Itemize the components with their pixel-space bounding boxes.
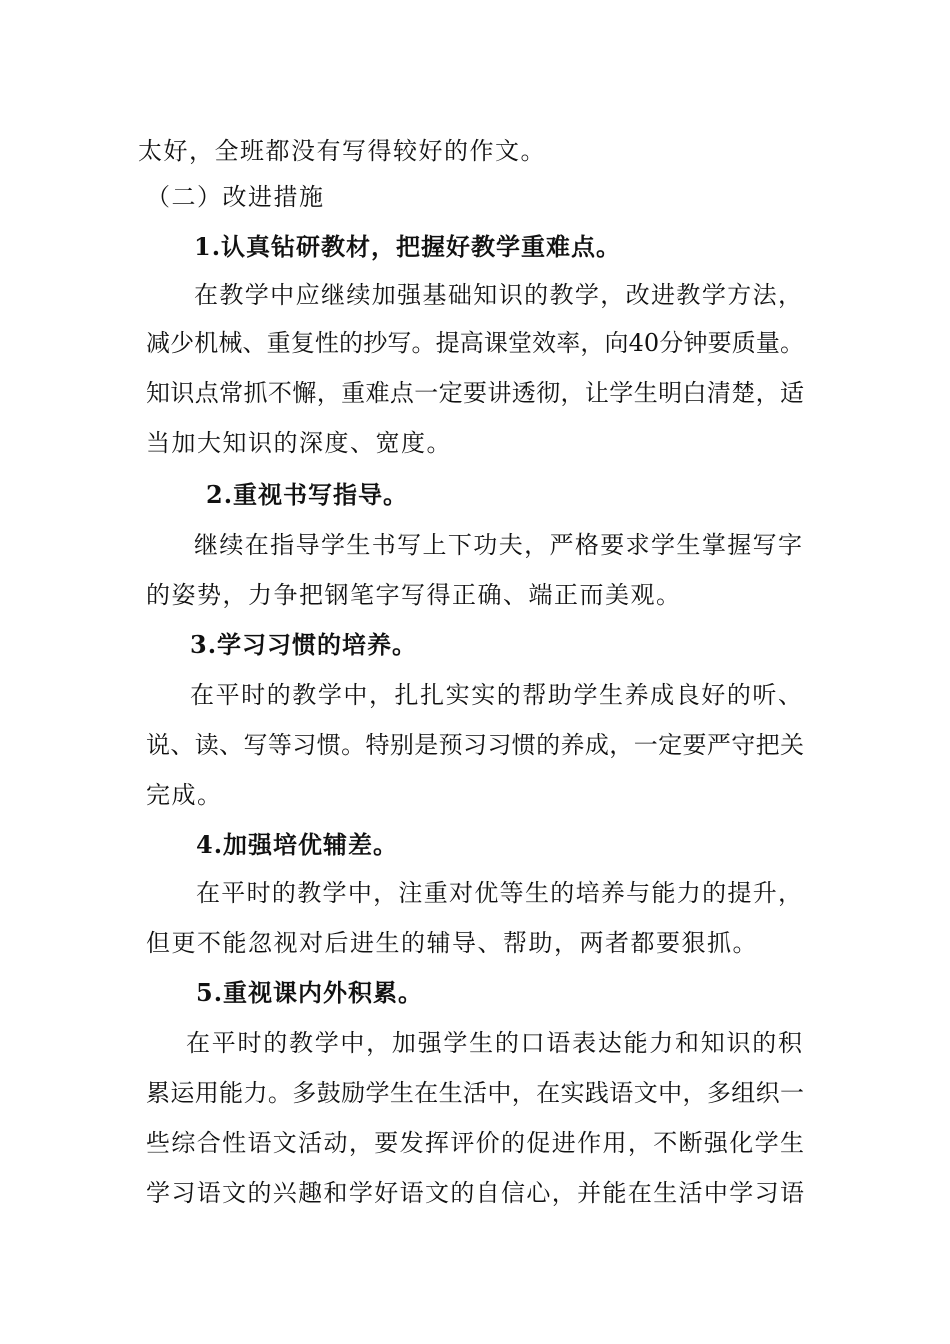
paragraph-line: 知识点常抓不懈，重难点一定要讲透彻，让学生明白清楚，适 — [146, 379, 804, 407]
section-heading: （二）改进措施 — [146, 183, 325, 211]
paragraph-line: 学习语文的兴趣和学好语文的自信心，并能在生活中学习语 — [146, 1179, 804, 1207]
paragraph-line: 说、读、写等习惯。特别是预习习惯的养成，一定要严守把关 — [146, 731, 804, 759]
paragraph-line: 的姿势，力争把钢笔字写得正确、端正而美观。 — [146, 581, 682, 609]
paragraph-line: 在教学中应继续加强基础知识的教学，改进教学方法， — [194, 281, 802, 309]
paragraph-line: 完成。 — [146, 781, 223, 809]
subheading-4: 4.加强培优辅差。 — [196, 830, 399, 859]
paragraph-line: 些综合性语文活动，要发挥评价的促进作用，不断强化学生 — [146, 1129, 804, 1157]
paragraph-line: 累运用能力。多鼓励学生在生活中，在实践语文中，多组织一 — [146, 1079, 804, 1107]
subheading-3: 3.学习习惯的培养。 — [190, 630, 418, 659]
subheading-1: 1.认真钻研教材，把握好教学重难点。 — [194, 232, 622, 261]
paragraph-line: 当加大知识的深度、宽度。 — [146, 429, 452, 457]
paragraph-line: 在平时的教学中，加强学生的口语表达能力和知识的积 — [186, 1029, 802, 1057]
paragraph-line: 减少机械、重复性的抄写。提高课堂效率，向40分钟要质量。 — [146, 329, 804, 357]
paragraph-line: 继续在指导学生书写上下功夫，严格要求学生掌握写字 — [194, 531, 802, 559]
subheading-2: 2.重视书写指导。 — [206, 480, 409, 509]
paragraph-line: 太好，全班都没有写得较好的作文。 — [138, 137, 546, 165]
subheading-5: 5.重视课内外积累。 — [196, 978, 424, 1007]
paragraph-line: 在平时的教学中，注重对优等生的培养与能力的提升， — [196, 879, 802, 907]
paragraph-line: 但更不能忽视对后进生的辅导、帮助，两者都要狠抓。 — [146, 929, 758, 957]
paragraph-line: 在平时的教学中，扎扎实实的帮助学生养成良好的听、 — [190, 681, 802, 709]
